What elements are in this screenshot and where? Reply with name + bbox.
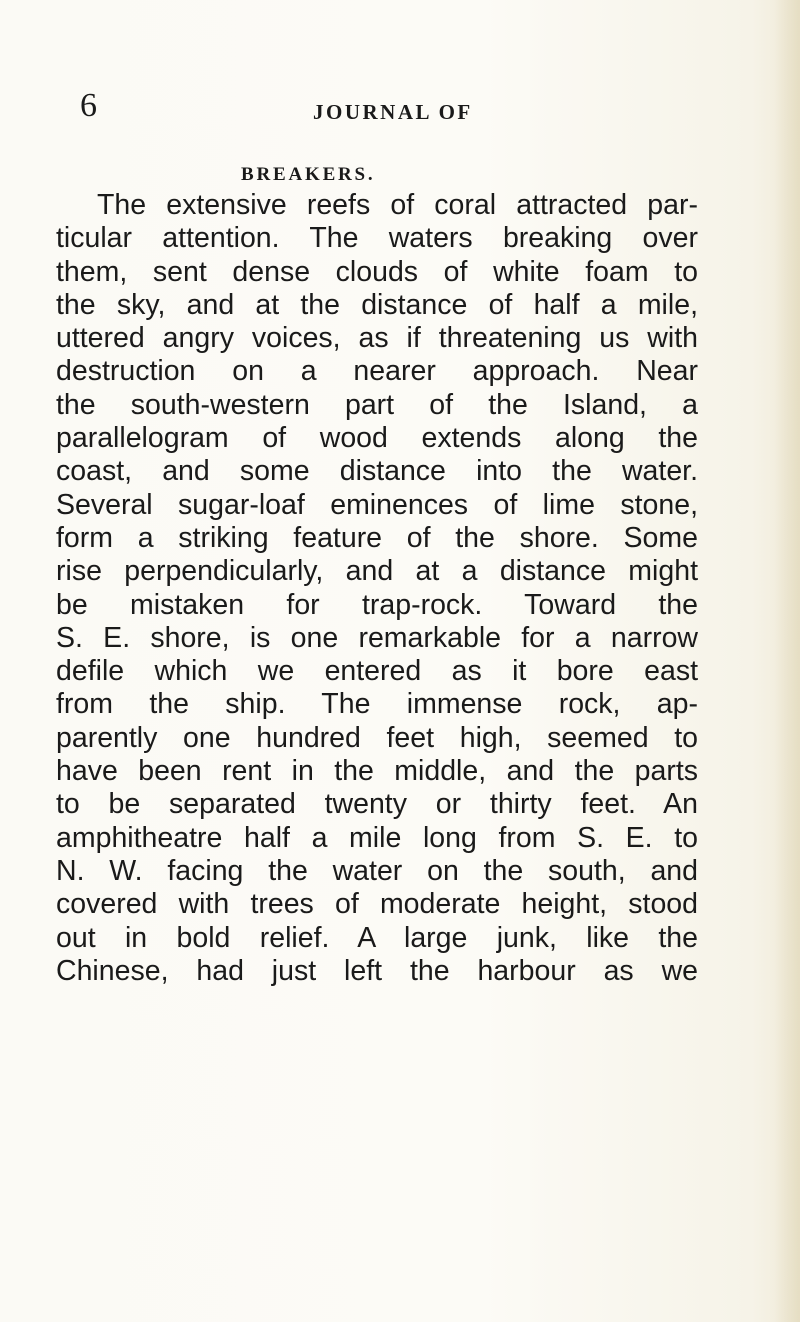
text-line: out in bold relief. A large junk, like the: [56, 921, 698, 954]
text-line: from the ship. The immense rock, ap-: [56, 688, 698, 721]
text-line: Several sugar-loaf eminences of lime stone,: [56, 488, 698, 521]
text-line: S. E. shore, is one remarkable for a narrow: [56, 621, 698, 654]
text-line: to be separated twenty or thirty feet. An: [56, 788, 698, 821]
text-line: defile which we entered as it bore east: [56, 655, 698, 688]
section-heading: BREAKERS.: [241, 164, 376, 185]
text-line: rise perpendicularly, and at a distance might: [56, 555, 698, 588]
text-line: uttered angry voices, as if threatening us with: [56, 322, 698, 355]
text-line: have been rent in the middle, and the parts: [56, 755, 698, 788]
text-line: be mistaken for trap-rock. Toward the: [56, 588, 698, 621]
text-line: amphitheatre half a mile long from S. E. to: [56, 821, 698, 854]
page-edge-shadow: [774, 0, 800, 1322]
text-line: covered with trees of moderate height, stood: [56, 888, 698, 921]
text-line: parallelogram of wood extends along the: [56, 422, 698, 455]
text-line: them, sent dense clouds of white foam to: [56, 255, 698, 288]
text-line: Chinese, had just left the harbour as we: [56, 954, 698, 987]
running-head: JOURNAL OF: [313, 100, 473, 124]
text-line: the sky, and at the distance of half a mile,: [56, 288, 698, 321]
text-line: form a striking feature of the shore. Some: [56, 521, 698, 554]
text-line: parently one hundred feet high, seemed to: [56, 721, 698, 754]
text-line: the south-western part of the Island, a: [56, 388, 698, 421]
text-line: ticular attention. The waters breaking over: [56, 222, 698, 255]
text-line: destruction on a nearer approach. Near: [56, 355, 698, 388]
page-number: 6: [80, 87, 97, 124]
text-line: N. W. facing the water on the south, and: [56, 854, 698, 887]
text-line: coast, and some distance into the water.: [56, 455, 698, 488]
text-line: The extensive reefs of coral attracted par-: [97, 189, 698, 221]
body-paragraph: [56, 189, 698, 988]
